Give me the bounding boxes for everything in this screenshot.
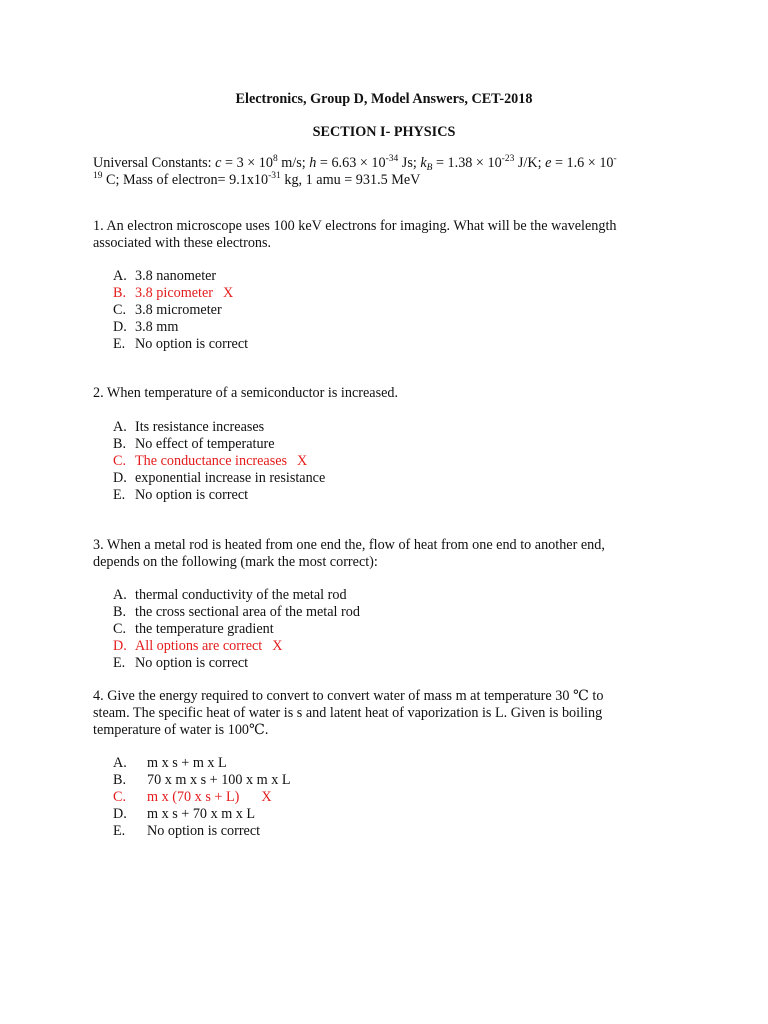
question-3-text-line-1: 3. When a metal rod is heated from one end the, flow of heat from one end to another end, [93, 537, 605, 553]
document-title: Electronics, Group D, Model Answers, CET-2018 [235, 91, 533, 107]
question-4-text-line-3: temperature of water is 100℃. [93, 722, 269, 738]
correct-mark: X [223, 285, 234, 301]
constants-line-2: $^{19}$ C; Mass of electron= $9.1x10^{-31}$ kg, 1 amu = 931.5 MeV [93, 171, 421, 188]
constants-line-1: Universal Constants: $c = 3 \times 10^8$ m/s; $h = 6.63 \times 10^{-34}$ Js; $k_B = 1.38 \times 10^{-23}$ J/K; e = 1.6 × 10- [93, 154, 617, 173]
question-1-text-line-2: associated with these electrons. [93, 235, 272, 251]
question-2-text-line-1: 2. When temperature of a semiconductor is increased. [93, 385, 399, 401]
question-1-text-line-1: 1. An electron microscope uses 100 keV electrons for imaging. What will be the wavelength [93, 218, 617, 234]
question-4-text-line-2: steam. The specific heat of water is s and latent heat of vaporization is L. Given is boiling [93, 705, 603, 721]
section-heading: SECTION I- PHYSICS [312, 124, 456, 140]
correct-mark: X [272, 638, 283, 654]
correct-mark: X [297, 453, 308, 469]
question-4-text-line-1: 4. Give the energy required to convert to convert water of mass m at temperature 30 ℃ to [93, 688, 604, 704]
correct-mark: X [261, 789, 272, 805]
question-3-text-line-2: depends on the following (mark the most correct): [93, 554, 378, 570]
document-page: Electronics, Group D, Model Answers, CET-2018 SECTION I- PHYSICS Universal Constants: $c = 3 \times 10^8$ m/s; $h = 6.63 \times 10^{-34}$ Js; $k_B = 1.38 \times 10^{-23}$ J/K; e = 1.6 × 10- $^{19}$ C; Mass of electron= $9.1x10^{-31}$ kg, 1 amu = 931.5 MeV 1. An electron microscope uses 100 keV electrons for imaging. What will be the wavelength associated with these electrons. A. 3.8 nanometer B. 3.8 picometer X C. 3.8 micrometer D. 3.8 mm E. No option is correct 2. When temperature of a semiconductor is increased. A. Its resistance increases B. No effect of temperature C. The conductance increases X D. exponential increase in resistance E. No option is correct 3. When a metal rod is heated from one end the, flow of heat from one end to another end, depends on the following (mark the most correct): A. thermal conductivity of the metal rod B. the cross sectional area of the metal rod C. the temperature gradient D. All options are correct X E. No option is correct 4. Give the energy required to convert to convert water of mass m at temperature 30 ℃ to steam. The specific heat of water is s and latent heat of vaporization is L. Given is boiling temperature of water is 100℃. A. m x s + m x L B. 70 x m x s + 100 x m x L C. m x (70 x s + L) X D. m x s + 70 x m x L E. No option is correct [0, 0, 768, 1024]
